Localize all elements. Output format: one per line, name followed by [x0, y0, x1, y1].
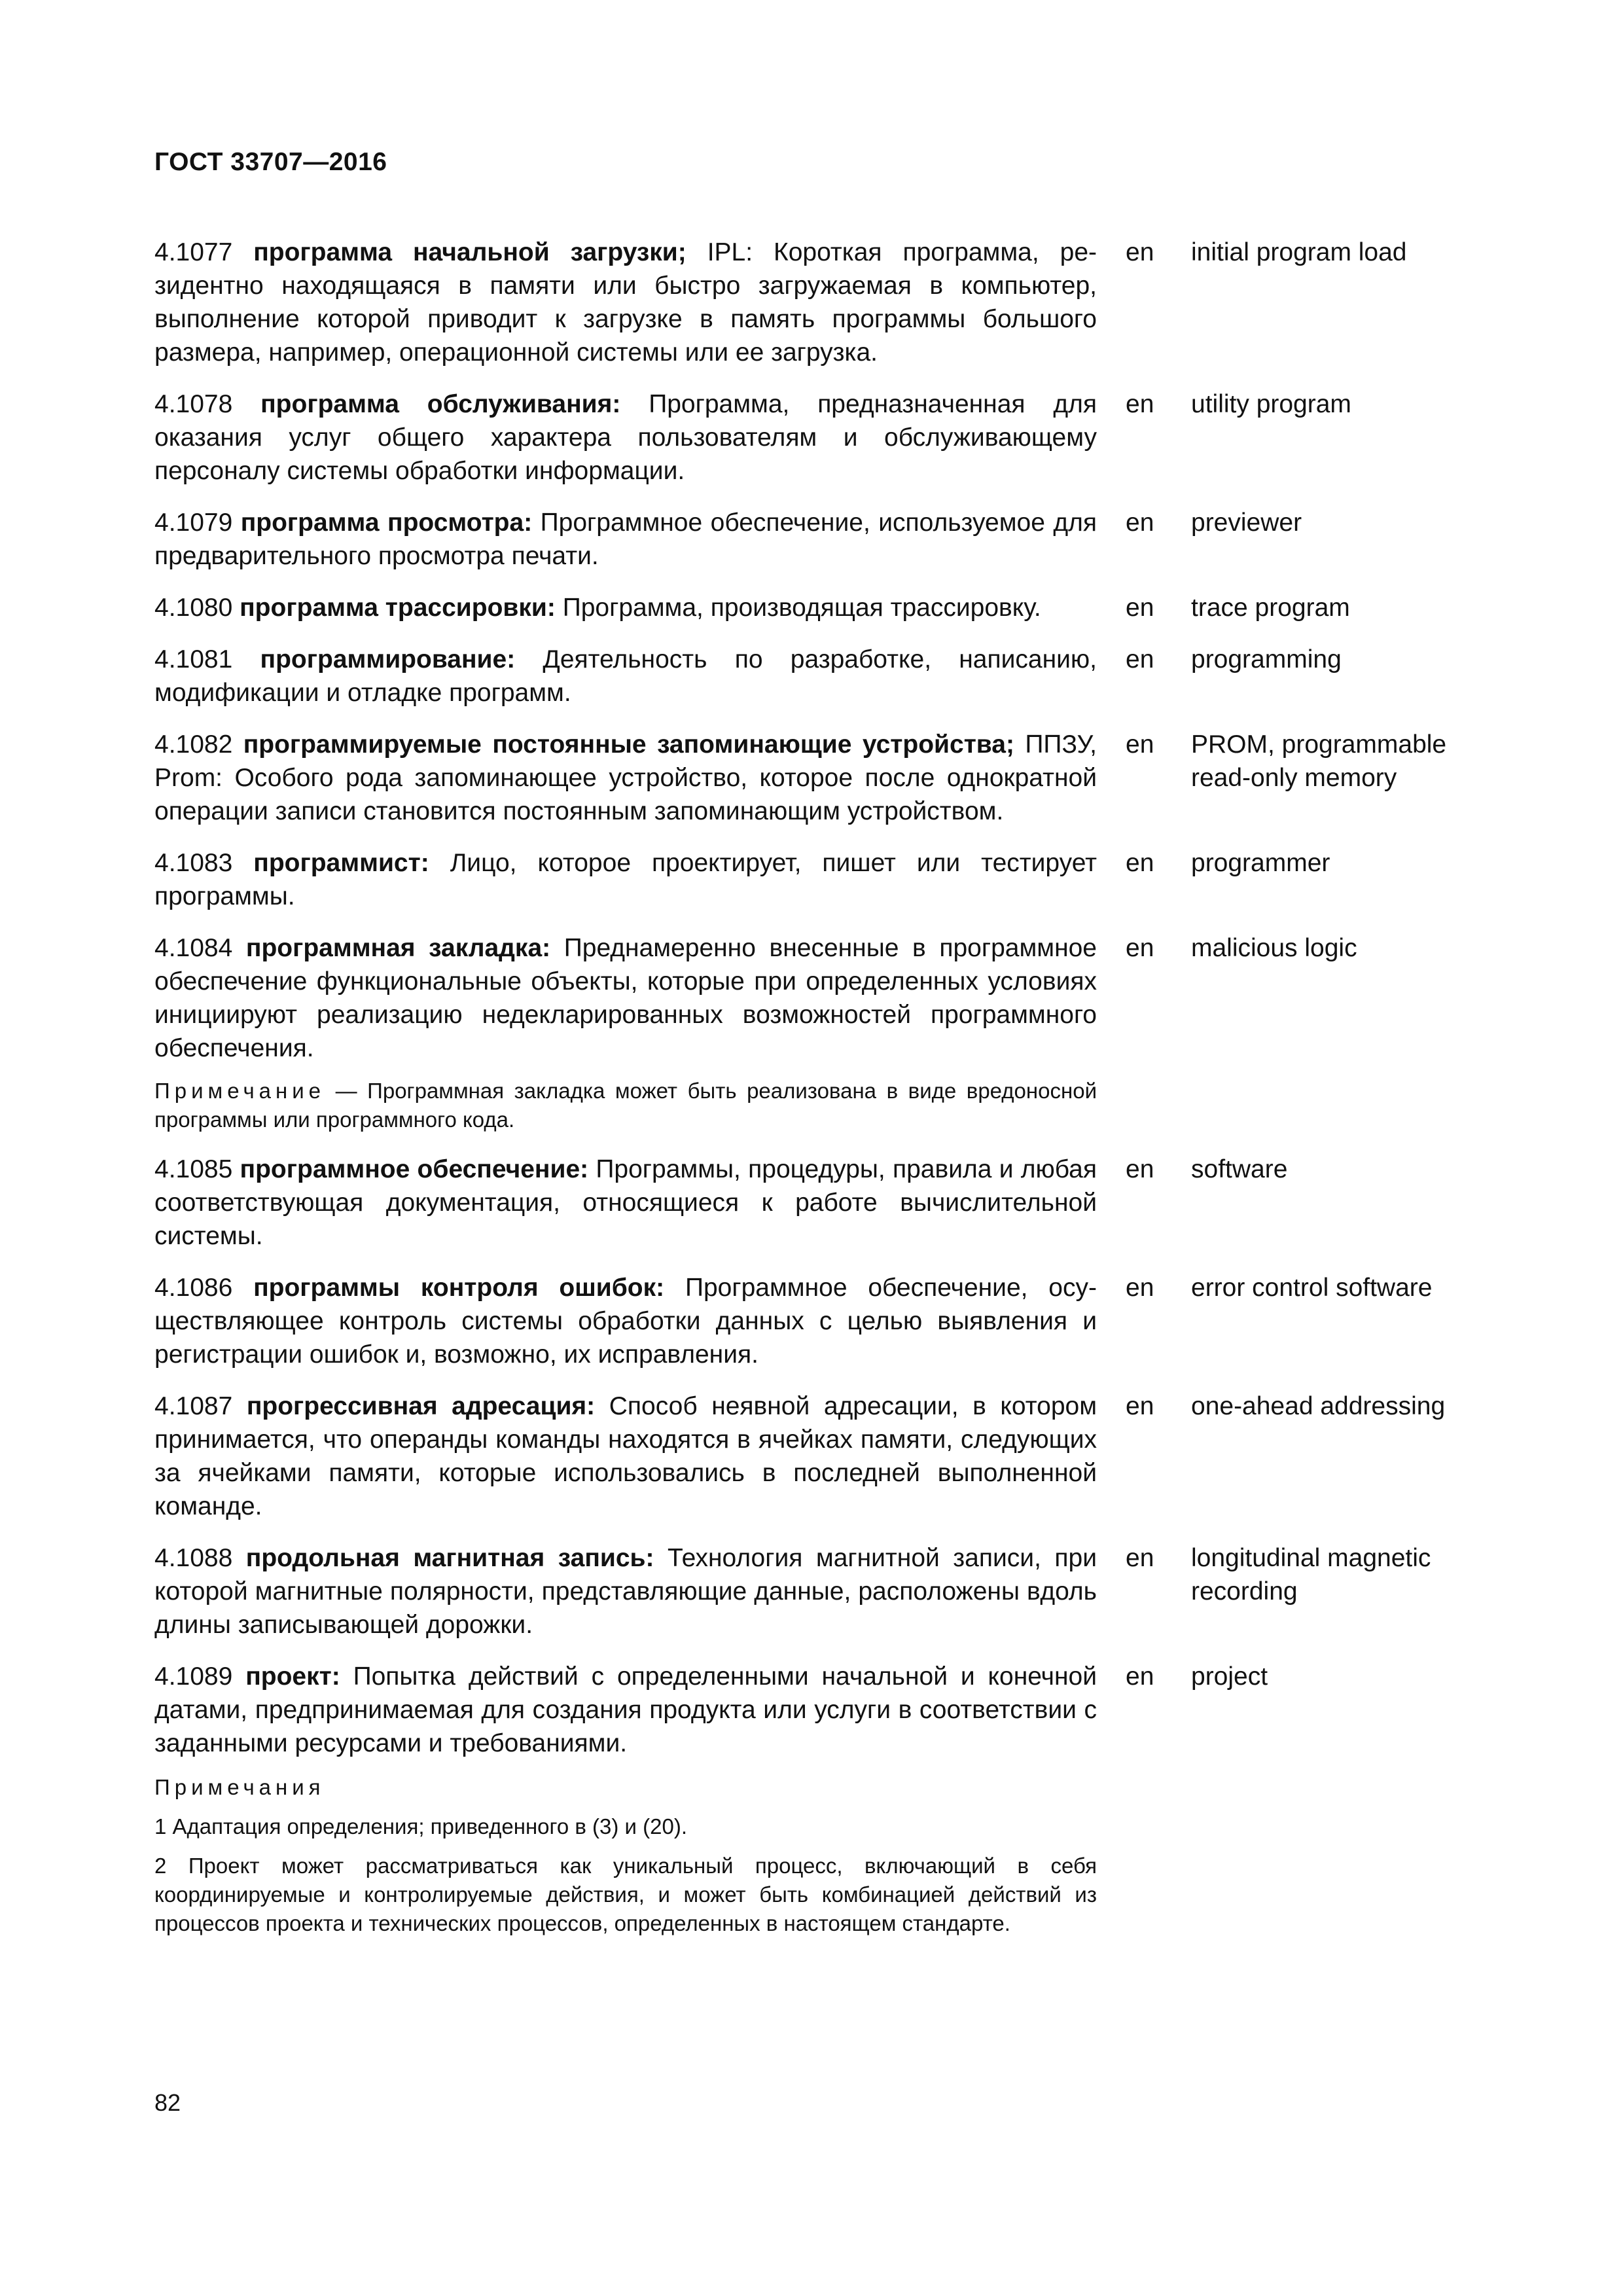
english-equivalent: trace program — [1191, 594, 1350, 622]
language-code: en — [1126, 594, 1154, 622]
term-text: Программа, производящая трассировку. — [555, 594, 1041, 622]
language-code: en — [1126, 1662, 1154, 1691]
english-equivalent: initial program load — [1191, 238, 1407, 266]
term-definition — [154, 728, 1097, 828]
english-equivalent: longitudinal magnetic recording — [1191, 1544, 1431, 1605]
term-entry-4-1082 — [154, 728, 1476, 828]
term-number: 4.1080 — [154, 594, 240, 622]
term-name: программы контроля ошибок: — [253, 1274, 665, 1302]
term-text: Программы, процедуры, правила и любая соответствующая документация, относящиеся к работе вычислительной системы. — [154, 1155, 1097, 1250]
term-entry-4-1080 — [154, 591, 1476, 624]
term-number: 4.1088 — [154, 1544, 246, 1572]
term-entry-4-1077 — [154, 236, 1476, 369]
term-name: программист: — [253, 849, 429, 877]
term-name: продольная магнитная запись: — [245, 1544, 654, 1572]
term-number: 4.1082 — [154, 730, 243, 759]
english-equivalent: one-ahead addressing — [1191, 1392, 1446, 1420]
language-code: en — [1126, 1392, 1154, 1420]
term-entry-4-1083 — [154, 846, 1476, 913]
term-definition — [154, 1541, 1097, 1641]
term-entry-4-1079 — [154, 506, 1476, 573]
language-code: en — [1126, 390, 1154, 418]
term-name: программа обслуживания: — [260, 390, 621, 418]
page-number: 82 — [154, 2089, 181, 2116]
term-text: Способ неявной адресации, в котором принимается, что операнды команды находятся в ячейках памяти, следующих за ячейками памяти, которые использовались в последней выполненной команде. — [154, 1392, 1097, 1520]
term-number: 4.1083 — [154, 849, 254, 877]
term-number: 4.1078 — [154, 390, 261, 418]
language-code: en — [1126, 1274, 1154, 1302]
document-header: ГОСТ 33707—2016 — [154, 148, 387, 176]
language-code: en — [1126, 645, 1154, 673]
term-definition — [154, 643, 1097, 709]
english-equivalent: project — [1191, 1662, 1268, 1691]
language-code: en — [1126, 934, 1154, 962]
term-number: 4.1081 — [154, 645, 260, 673]
term-definition — [154, 1390, 1097, 1523]
term-entry-4-1087 — [154, 1390, 1476, 1523]
term-number: 4.1087 — [154, 1392, 247, 1420]
language-code: en — [1126, 1544, 1154, 1572]
note-item-1: 1 Адаптация определения; приведенного в (3) и (20). — [154, 1814, 688, 1839]
term-definition — [154, 931, 1097, 1065]
term-number: 4.1085 — [154, 1155, 240, 1183]
term-text: Лицо, которое проектирует, пишет или тестирует программы. — [154, 849, 1097, 910]
term-number: 4.1077 — [154, 238, 254, 266]
term-text: Деятельность по разработке, написанию, модификации и отладке программ. — [154, 645, 1097, 707]
term-definition — [154, 387, 1097, 488]
english-equivalent: software — [1191, 1155, 1288, 1183]
term-number: 4.1079 — [154, 509, 241, 537]
english-equivalent: PROM, programmable read-only memory — [1191, 730, 1447, 792]
term-text: IPL: Короткая программа, резидентно находящаяся в памяти или быстро загружаемая в компьютер, выполнение которой приводит к загрузке в память программы большого размера, например, операционной системы или ее загрузка. — [154, 238, 1097, 367]
term-name: программа трассировки: — [240, 594, 556, 622]
language-code: en — [1126, 1155, 1154, 1183]
english-equivalent: malicious logic — [1191, 934, 1357, 962]
english-equivalent: previewer — [1191, 509, 1302, 537]
english-equivalent: error control software — [1191, 1274, 1433, 1302]
english-equivalent: programming — [1191, 645, 1342, 673]
term-name: программа начальной загрузки; — [253, 238, 687, 266]
term-name: программирование: — [260, 645, 516, 673]
language-code: en — [1126, 238, 1154, 266]
term-name: программная закладка: — [245, 934, 551, 962]
note-text: — Программная закладка может быть реализована в виде вредоносной программы или программного кода. — [154, 1079, 1097, 1132]
term-text: Преднамеренно внесенные в программное обеспечение функциональные объекты, которые при определенных условиях инициируют реализацию недекларированных возможностей программного обеспечения. — [154, 934, 1097, 1062]
term-entry-4-1089 — [154, 1660, 1476, 1760]
term-entry-4-1081 — [154, 643, 1476, 709]
term-number: 4.1086 — [154, 1274, 254, 1302]
term-text: Технология магнитной записи, при которой магнитные полярности, представляющие данные, расположены вдоль длины записывающей дорожки. — [154, 1544, 1097, 1639]
term-entry-4-1088 — [154, 1541, 1476, 1641]
term-entry-4-1085 — [154, 1153, 1476, 1253]
note-item-2: 2 Проект может рассматриваться как уникальный процесс, включающий в себя координируемые и контролируемые действия, и может быть комбинацией действий из процессов проекта и технических процессов, определенных в настоящем стандарте. — [154, 1854, 1097, 1935]
term-number: 4.1089 — [154, 1662, 246, 1691]
term-definition — [154, 1153, 1097, 1253]
term-name: программное обеспечение: — [240, 1155, 589, 1183]
term-entry-4-1084 — [154, 931, 1476, 1065]
english-equivalent: utility program — [1191, 390, 1351, 418]
language-code: en — [1126, 730, 1154, 759]
term-name: прогрессивная адресация: — [246, 1392, 596, 1420]
term-text: Попытка действий с определенными начальной и конечной датами, предпринимаемая для создания продукта или услуги в соответствии с заданными ресурсами и требованиями. — [154, 1662, 1097, 1757]
term-definition — [154, 1271, 1097, 1371]
term-entries — [154, 236, 1476, 1948]
term-number: 4.1084 — [154, 934, 246, 962]
term-name: программа просмотра: — [240, 509, 533, 537]
term-definition — [154, 591, 1097, 624]
term-entry-4-1086 — [154, 1271, 1476, 1371]
term-text: Программное обеспечение, осуществляющее контроль системы обработки данных с целью выявления и регистрации ошибок и, возможно, их исправления. — [154, 1274, 1097, 1369]
language-code: en — [1126, 509, 1154, 537]
term-text: ППЗУ, Prom: Особого рода запоминающее устройство, которое после однократной операции записи становится постоянным запоминающим устройством. — [154, 730, 1097, 825]
term-text: Программное обеспечение, используемое для предварительного просмотра печати. — [154, 509, 1097, 570]
language-code: en — [1126, 849, 1154, 877]
term-definition — [154, 506, 1097, 573]
note-4-1084 — [154, 1077, 1097, 1134]
term-definition — [154, 236, 1097, 369]
term-definition — [154, 1660, 1097, 1760]
english-equivalent: programmer — [1191, 849, 1330, 877]
term-definition — [154, 846, 1097, 913]
note-label: Примечание — [154, 1079, 326, 1103]
term-text: Программа, предназначенная для оказания услуг общего характера пользователям и обслуживающему персоналу системы обработки информации. — [154, 390, 1097, 485]
term-name: проект: — [245, 1662, 340, 1691]
notes-heading: Примечания — [154, 1775, 325, 1799]
term-name: программируемые постоянные запоминающие устройства; — [243, 730, 1014, 759]
term-entry-4-1078 — [154, 387, 1476, 488]
